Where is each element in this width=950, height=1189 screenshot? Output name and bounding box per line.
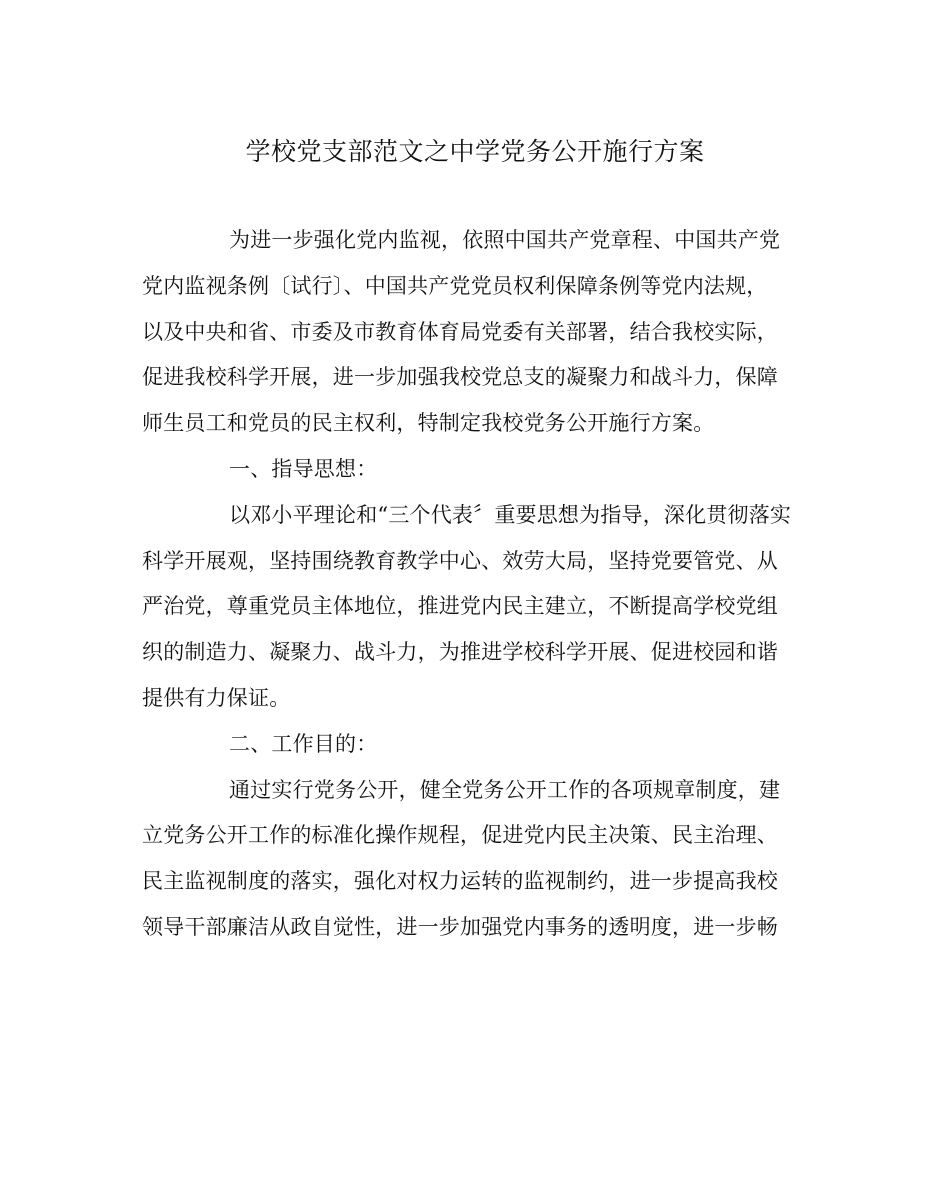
text-line: 严治党，尊重党员主体地位，推进党内民主建立，不断提高学校党组 (142, 594, 778, 619)
text-line: 以及中央和省、市委及市教育体育局党委有关部署，结合我校实际， (142, 319, 778, 344)
text-line: 提供有力保证。 (142, 685, 291, 710)
page-title: 学校党支部范文之中学党务公开施行方案 (245, 137, 705, 166)
text-line: 为进一步强化党内监视，依照中国共产党章程、中国共产党 (229, 228, 781, 252)
text-line: 立党务公开工作的标准化操作规程，促进党内民主决策、民主治理、 (142, 823, 778, 848)
text-line: 领导干部廉洁从政自觉性，进一步加强党内事务的透明度，进一步畅 (142, 914, 778, 939)
text-line: 科学开展观，坚持围绕教育教学中心、效劳大局，坚持党要管党、从 (142, 548, 778, 573)
text-line: 师生员工和党员的民主权利，特制定我校党务公开施行方案。 (142, 411, 715, 436)
text-line: 通过实行党务公开，健全党务公开工作的各项规章制度，建 (229, 777, 781, 802)
text-line: 党内监视条例〔试行〕、中国共产党党员权利保障条例等党内法规， (142, 273, 768, 298)
section-heading: 一、指导思想： (229, 456, 378, 481)
text-line: 民主监视制度的落实，强化对权力运转的监视制约，进一步提高我校 (142, 869, 778, 894)
text-line: 织的制造力、凝聚力、战斗力，为推进学校科学开展、促进校园和谐 (142, 640, 778, 665)
text-line: 促进我校科学开展，进一步加强我校党总支的凝聚力和战斗力，保障 (142, 365, 778, 390)
text-line: 以邓小平理论和“三个代表〞重要思想为指导，深化贯彻落实 (229, 502, 792, 527)
document-body (142, 218, 805, 951)
section-heading: 二、工作目的： (229, 731, 378, 756)
